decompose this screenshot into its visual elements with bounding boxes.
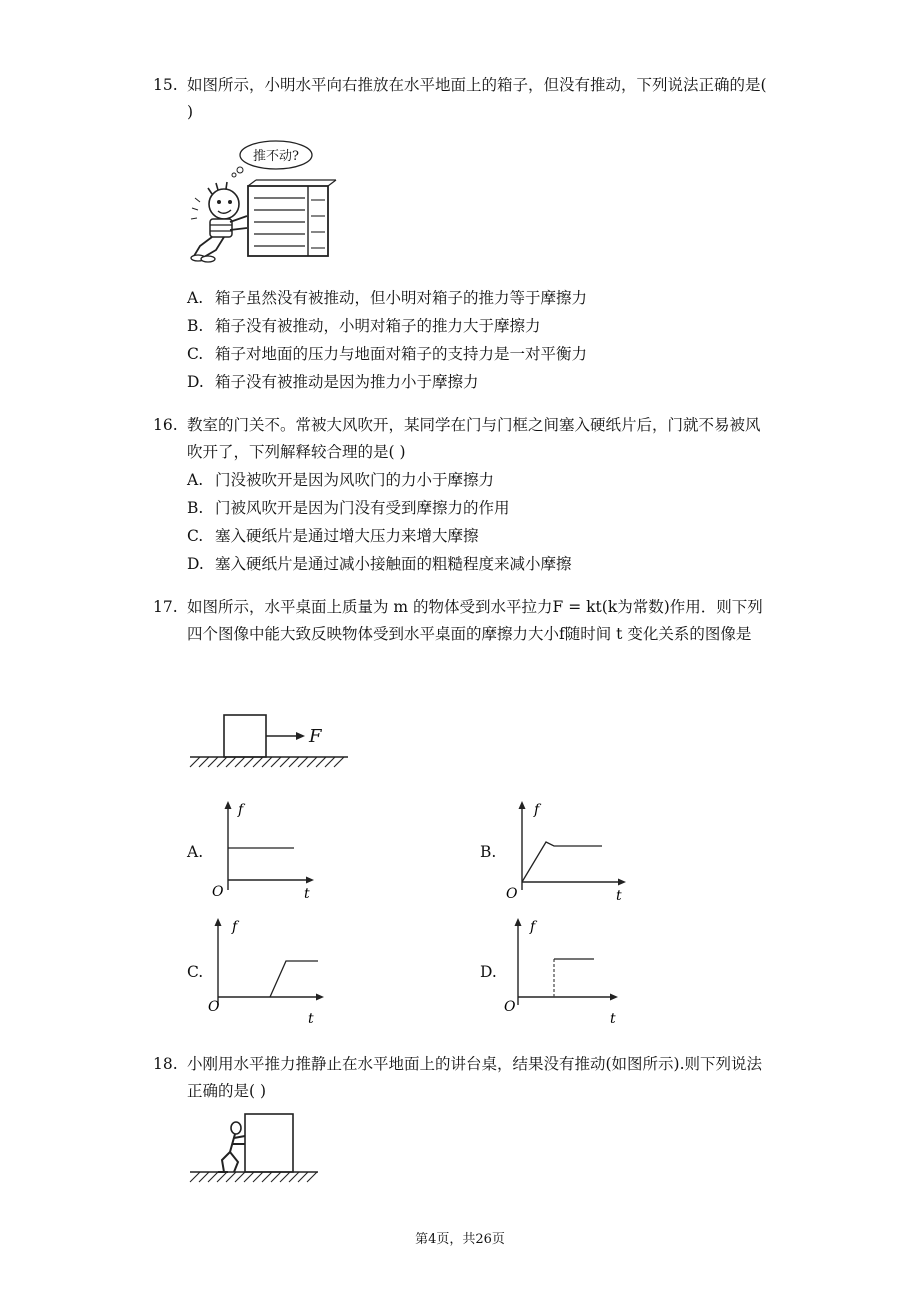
graph-label-a: A. [187,843,204,861]
q15-option-b[interactable]: B. 箱子没有被推动，小明对箱子的推力大于摩擦力 [187,317,541,335]
hatch-mark [334,757,344,767]
origin-label: O [212,884,224,900]
x-axis-label: t [308,1011,314,1025]
question-16 [155,412,775,466]
question-text: 如图所示，小明水平向右推放在水平地面上的箱子，但没有推动，下列说法正确的是( ) [187,76,767,121]
hatch-mark [244,1172,254,1182]
x-axis-label: t [610,1011,616,1025]
hatch-mark [253,1172,263,1182]
bubble-text: 推不动? [253,149,299,164]
graph-c[interactable] [208,915,333,1025]
question-17 [155,594,775,648]
hatch-mark [208,1172,218,1182]
hatch-mark [289,1172,299,1182]
graph-label-d: D. [480,963,497,981]
person-pushing-desk-figure [188,1108,323,1193]
question-text: 如图所示，水平桌面上质量为 m 的物体受到水平拉力F = kt(k为常数)作用．则下列四个图像中能大致反映物体受到水平桌面的摩擦力大小f随时间 t 变化关系的图像是 [187,598,763,643]
hatch-mark [262,757,272,767]
graph-label-c: C. [187,963,204,981]
curve [270,961,318,997]
origin-label: O [506,886,518,902]
question-number: 18. [153,1055,178,1073]
hatch-mark [271,757,281,767]
y-axis-label: f [238,802,244,818]
q16-option-a[interactable]: A. 门没被吹开是因为风吹门的力小于摩擦力 [187,471,495,489]
origin-label: O [208,999,220,1015]
hatch-mark [226,1172,236,1182]
question-number: 17. [153,598,178,616]
question-text: 小刚用水平推力推静止在水平地面上的讲台桌，结果没有推动(如图所示).则下列说法正确的是( ) [187,1055,763,1100]
graph-b[interactable] [500,798,630,903]
q15-option-c[interactable]: C. 箱子对地面的压力与地面对箱子的支持力是一对平衡力 [187,345,588,363]
question-number: 16. [153,416,178,434]
force-label: F [309,726,322,747]
hatch-mark [316,757,326,767]
hatch-mark [208,757,218,767]
question-15 [155,72,775,126]
hatch-mark [280,1172,290,1182]
hatch-mark [190,757,200,767]
hatch-mark [199,757,209,767]
block-pulled-figure [188,705,353,775]
graph-d[interactable] [502,915,627,1025]
y-axis-label: f [530,919,536,935]
block [224,715,266,757]
q16-option-b[interactable]: B. 门被风吹开是因为门没有受到摩擦力的作用 [187,499,510,517]
hatch-mark [226,757,236,767]
hatch-mark [253,757,263,767]
hatch-mark [262,1172,272,1182]
q15-option-d[interactable]: D. 箱子没有被推动是因为推力小于摩擦力 [187,373,479,391]
hatch-mark [280,757,290,767]
question-18 [155,1051,775,1105]
y-axis-label: f [232,919,238,935]
origin-label: O [504,999,516,1015]
q15-option-a[interactable]: A. 箱子虽然没有被推动，但小明对箱子的推力等于摩擦力 [187,289,588,307]
x-axis-label: t [616,888,622,903]
hatch-mark [235,757,245,767]
hatch-mark [298,757,308,767]
hatch-mark [217,1172,227,1182]
hatch-mark [289,757,299,767]
hatch-mark [199,1172,209,1182]
page-footer: 第4页，共26页 [415,1232,505,1247]
graph-label-b: B. [480,843,497,861]
desk [245,1114,293,1172]
graph-a[interactable] [208,798,318,903]
question-number: 15. [153,76,178,94]
hatch-mark [244,757,254,767]
hatch-mark [217,757,227,767]
hatch-mark [325,757,335,767]
hatch-mark [271,1172,281,1182]
hatch-mark [190,1172,200,1182]
question-text: 教室的门关不。常被大风吹开，某同学在门与门框之间塞入硬纸片后，门就不易被风吹开了，下列解释较合理的是( ) [187,416,761,461]
hatch-mark [307,1172,317,1182]
hatch-mark [235,1172,245,1182]
curve [522,842,602,882]
hatch-mark [307,757,317,767]
q16-option-d[interactable]: D. 塞入硬纸片是通过减小接触面的粗糙程度来减小摩擦 [187,555,572,573]
y-axis-label: f [534,802,540,818]
boy-pushing-box-figure [190,138,340,263]
x-axis-label: t [304,886,310,902]
hatch-mark [298,1172,308,1182]
q16-option-c[interactable]: C. 塞入硬纸片是通过增大压力来增大摩擦 [187,527,479,545]
